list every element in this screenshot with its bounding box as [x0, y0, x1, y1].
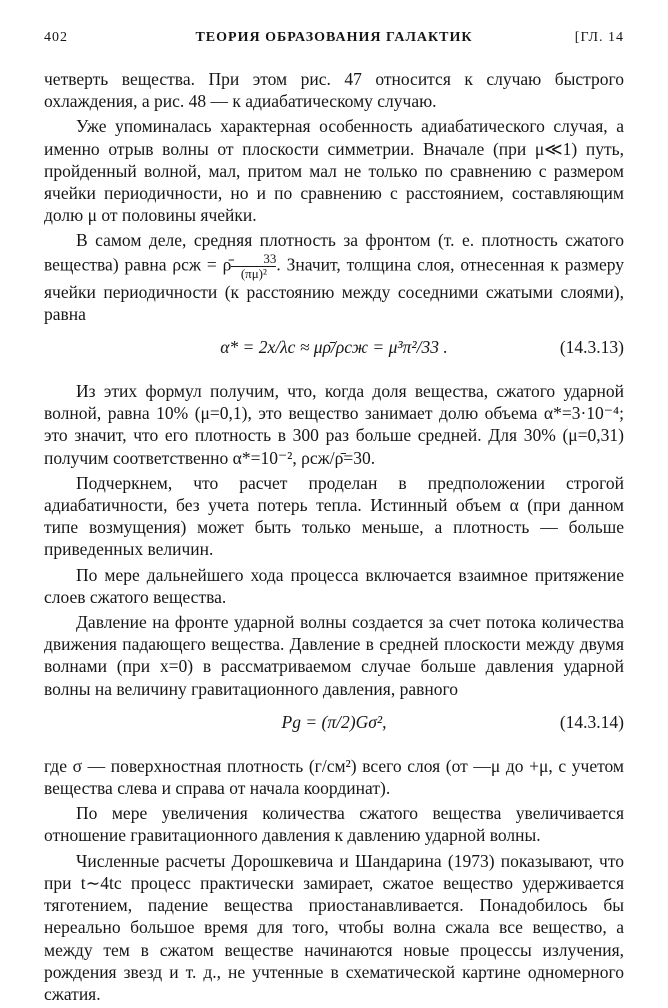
density-symbol: ρсж = ρ̄ — [172, 254, 232, 275]
equation-number: (14.3.14) — [559, 711, 624, 732]
paragraph-text: . Значит, толщина слоя, отнесенная к размеру ячейки периодичности (к расстоянию между соседними сжатыми слоями), равна — [44, 254, 624, 324]
paragraph-text: В самом деле, средняя плотность за фронтом (т. е. плотность сжатого вещества) равна — [44, 230, 624, 275]
page-body — [44, 68, 624, 1008]
paragraph: По мере дальнейшего хода процесса включается взаимное притяжение слоев сжатого вещества. — [44, 564, 624, 607]
running-title: ТЕОРИЯ ОБРАЗОВАНИЯ ГАЛАКТИК — [195, 30, 473, 45]
paragraph: четверть вещества. При этом рис. 47 относится к случаю быстрого охлаждения, а рис. 48 — к адиабатическому случаю. — [44, 69, 624, 112]
equation-14-3-13 — [44, 328, 624, 374]
equation-number: (14.3.13) — [559, 337, 624, 358]
page-header — [44, 30, 624, 52]
page-number: 402 — [44, 30, 68, 45]
inline-fraction — [231, 252, 276, 281]
paragraph: Давление на фронте ударной волны создается за счет потока количества движения падающего вещества. Давление в средней плоскости между двумя волнами (при x=0) в рассматриваемом случае больше давления ударной волны на величину гравитационного давления, равного — [44, 612, 624, 699]
equation-formula: α* = 2x/λc ≈ μρ̄/ρсж = μ³π²/33 . — [220, 337, 448, 358]
equation-formula: Pg = (π/2)Gσ², — [281, 711, 387, 732]
paragraph: По мере увеличения количества сжатого вещества увеличивается отношение гравитационного давления к давлению ударной волны. — [44, 803, 624, 846]
paragraph: Уже упоминалась характерная особенность адиабатического случая, а именно отрыв волны от плоскости симметрии. Вначале (при μ≪1) путь, пройденный волной, мал, притом мал не только по сравнению с размером ячейки периодичности, но и по сравнению с расстоянием, составляющим долю μ от половины ячейки. — [44, 116, 624, 226]
paragraph: Численные расчеты Дорошкевича и Шандарина (1973) показывают, что при t∼4tc процесс практически замирает, сжатое вещество удерживается тяготением, падение вещества приостанавливается. Понадобилось бы нереально большое время для того, чтобы волна сжала все вещество, а между тем в сжатом веществе начинаются новые процессы излучения, рождения звезд и т. д., не учтенные в схематической картине одномерного сжатия. — [44, 850, 624, 1004]
equation-14-3-14 — [44, 703, 624, 749]
paragraph: где σ — поверхностная плотность (г/см²) всего слоя (от —μ до +μ, с учетом вещества слева и справа от начала координат). — [44, 755, 624, 799]
fraction-numerator: 33 — [231, 252, 276, 267]
chapter-label: [ГЛ. 14 — [574, 30, 624, 45]
paragraph: Подчеркнем, что расчет проделан в предположении строгой адиабатичности, без учета потерь тепла. Истинный объем α (при данном типе возмущения) может быть только меньше, а плотность — больше приведенных величин. — [44, 472, 624, 560]
fraction-denominator: (πμ)² — [240, 265, 267, 281]
paragraph — [44, 229, 624, 325]
paragraph: Из этих формул получим, что, когда доля вещества, сжатого ударной волной, равна 10% (μ=0,1), это вещество занимает долю объема α*=3·10⁻⁴; это значит, что его плотность в 300 раз больше средней. Для 30% (μ=0,31) получим соответственно α*=10⁻², ρсж/ρ̄=30. — [44, 381, 624, 468]
